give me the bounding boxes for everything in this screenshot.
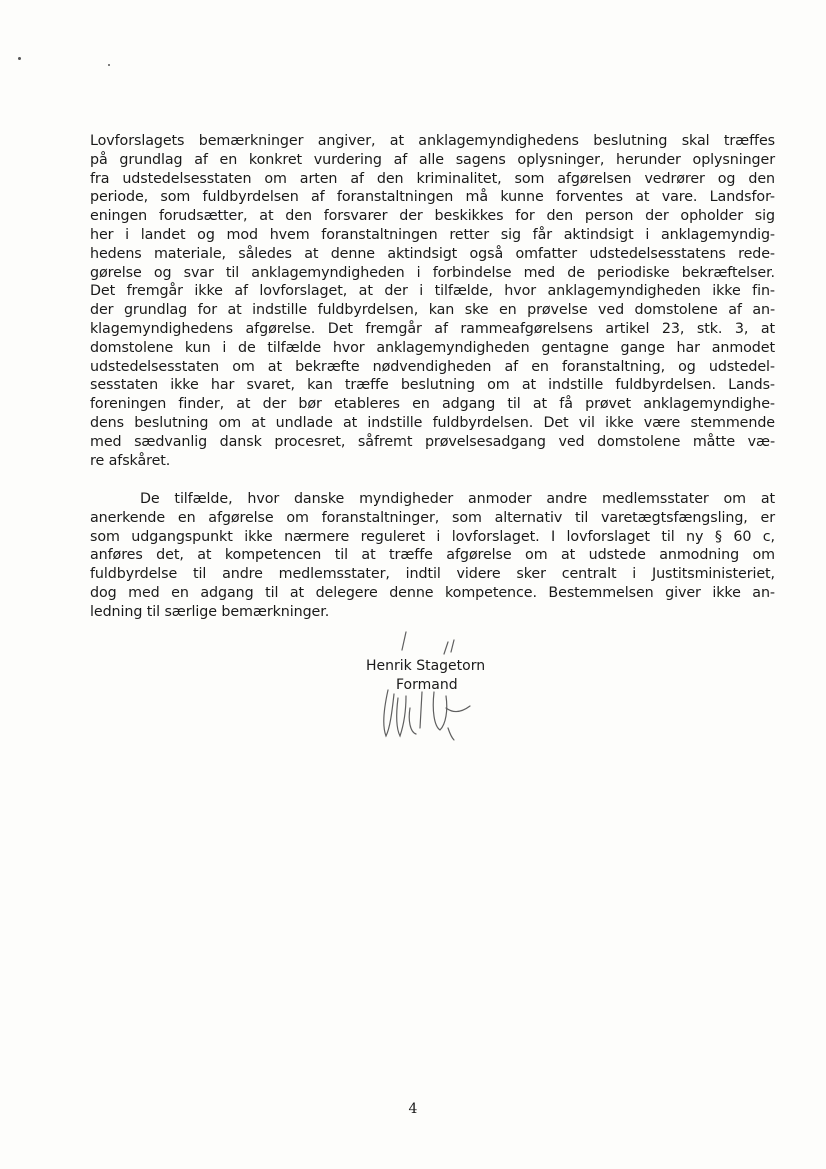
text-line: med sædvanlig dansk procesret, såfremt prøvelsesadgang ved domstolene måtte væ- [90, 433, 775, 450]
text-line: anføres det, at kompetencen til at træffe afgørelse om at udstede anmodning om [90, 547, 775, 564]
text-line: fuldbyrdelse til andre medlemsstater, indtil videre sker centralt i Justitsministeriet, [90, 566, 775, 583]
text-line: ledning til særlige bemærkninger. [90, 603, 330, 620]
text-line: dens beslutning om at undlade at indstille fuldbyrdelsen. Det vil ikke være stemmende [90, 414, 775, 431]
text-line: på grundlag af en konkret vurdering af alle sagens oplysninger, herunder oplysninger [90, 151, 775, 168]
text-line: udstedelsesstaten om at bekræfte nødvendigheden af en foranstaltning, og udstedel- [90, 358, 775, 375]
text-line: periode, som fuldbyrdelsen af foranstaltningen må kunne forventes at vare. Landsfor- [90, 189, 775, 206]
text-line: anerkende en afgørelse om foranstaltninger, som alternativ til varetægtsfængsling, er [90, 509, 775, 526]
text-line: re afskåret. [90, 452, 171, 469]
text-line: domstolene kun i de tilfælde hvor anklagemyndigheden gentagne gange har anmodet [90, 339, 775, 356]
text-line: her i landet og mod hvem foranstaltningen retter sig får aktindsigt i anklagemyndig- [90, 226, 775, 243]
signatory-name: Henrik Stagetorn [366, 658, 486, 674]
text-line: Lovforslagets bemærkninger angiver, at anklagemyndighedens beslutning skal træffes [90, 133, 775, 149]
text-line: eningen forudsætter, at den forsvarer der beskikkes for den person der opholder sig [90, 208, 775, 225]
signature-block [366, 657, 516, 695]
text-line: foreningen finder, at der bør etableres en adgang til at få prøvet anklagemyndighe- [90, 396, 775, 413]
text-line: hedens materiale, således at denne aktindsigt også omfatter udstedelsesstatens rede- [90, 245, 775, 262]
text-line: klagemyndighedens afgørelse. Det fremgår af rammeafgørelsens artikel 23, stk. 3, at [90, 320, 775, 337]
text-line: som udgangspunkt ikke nærmere reguleret i lovforslaget. I lovforslaget til ny § 60 c, [90, 528, 775, 545]
paragraph-2 [90, 490, 775, 622]
scan-speck [108, 64, 110, 66]
text-line: sesstaten ikke har svaret, kan træffe beslutning om at indstille fuldbyrdelsen. Lands- [90, 377, 775, 394]
text-line: De tilfælde, hvor danske myndigheder anmoder andre medlemsstater om at [140, 491, 775, 507]
scan-speck [18, 57, 21, 60]
page-number: 4 [408, 1101, 418, 1117]
text-line: der grundlag for at indstille fuldbyrdelsen, kan ske en prøvelse ved domstolene af an- [90, 302, 775, 319]
signatory-title: Formand [396, 677, 458, 693]
paragraph-1 [90, 132, 775, 470]
text-line: fra udstedelsesstaten om arten af den kriminalitet, som afgørelsen vedrører og den [90, 170, 775, 187]
text-line: dog med en adgang til at delegere denne kompetence. Bestemmelsen giver ikke an- [90, 584, 775, 601]
text-line: Det fremgår ikke af lovforslaget, at der i tilfælde, hvor anklagemyndigheden ikke fin- [90, 283, 775, 300]
text-line: gørelse og svar til anklagemyndigheden i forbindelse med de periodiske bekræftelser. [90, 264, 775, 281]
